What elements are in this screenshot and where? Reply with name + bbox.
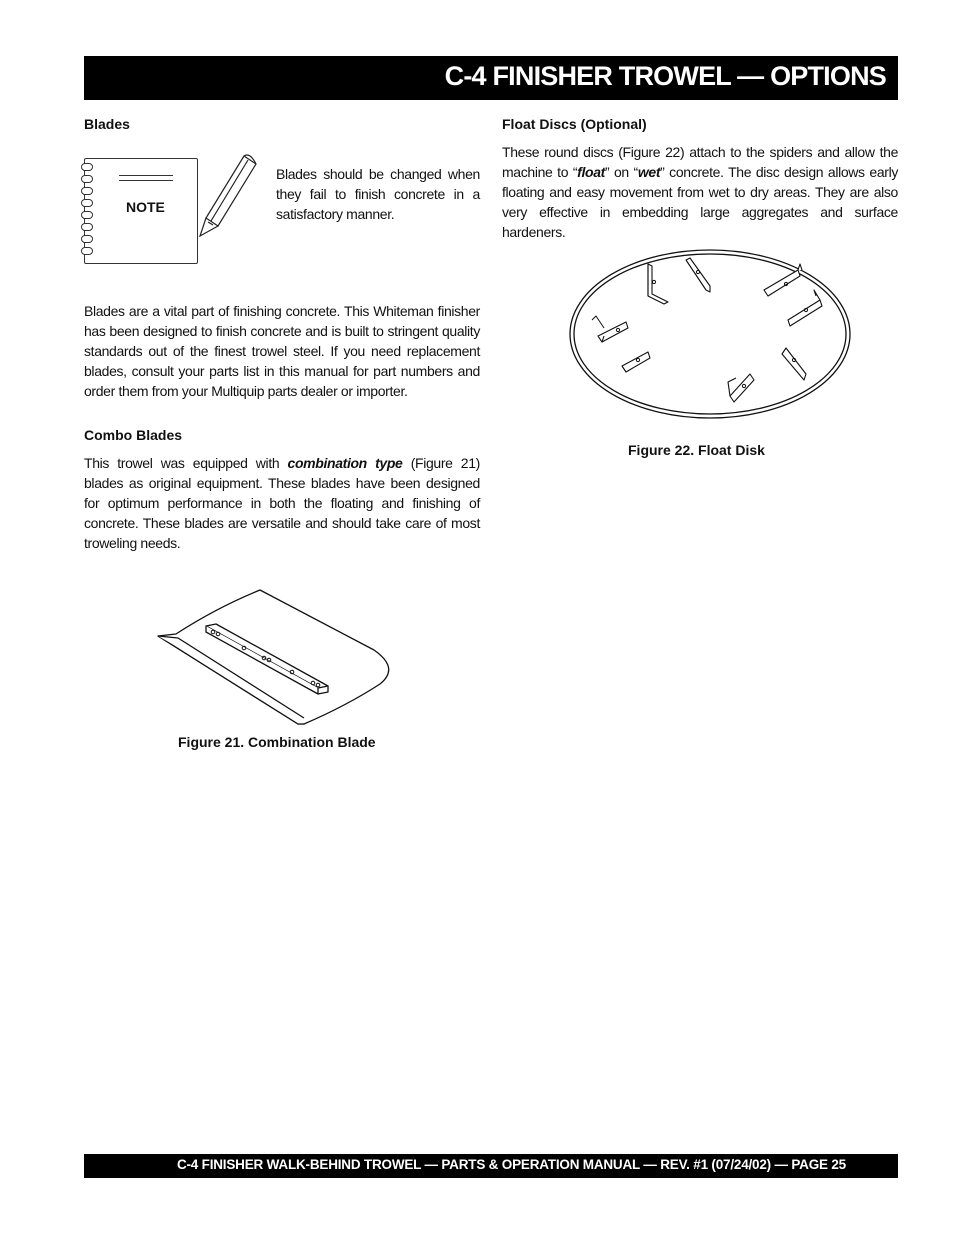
spiral-ring [81, 187, 93, 195]
note-label: NOTE [126, 199, 165, 215]
spiral-ring [81, 223, 93, 231]
title-bar [84, 56, 898, 100]
note-text: Blades should be changed when they fail to finish concrete in a satisfactory manner. [276, 166, 480, 222]
page-title: C-4 FINISHER TROWEL — OPTIONS [444, 61, 886, 91]
float-text-emphasis-1: float [577, 164, 605, 180]
figure22-caption: Figure 22. Float Disk [628, 442, 765, 458]
pencil-icon [198, 152, 264, 238]
note-rule [119, 175, 173, 176]
footer-bar [84, 1154, 898, 1178]
combination-blade-illustration [156, 588, 396, 728]
spiral-ring [81, 247, 93, 255]
spiral-ring [81, 211, 93, 219]
float-text-1: These round discs (Figure 22) attach to the spiders and allow the machine to “ [502, 144, 898, 180]
spiral-ring [81, 235, 93, 243]
footer-text: C-4 FINISHER WALK-BEHIND TROWEL — PARTS & OPERATION MANUAL — REV. #1 (07/24/02) — PAGE 25 [176, 1157, 846, 1172]
float-text-3: ” concrete. The disc design allows early floating and easy movement from wet to dry areas. They are also very effective in embedding large aggregates and surface hardeners. [502, 164, 898, 240]
float-disk-illustration [568, 248, 852, 424]
note-notebook-icon [84, 158, 198, 264]
spiral-ring [81, 163, 93, 171]
figure21-caption: Figure 21. Combination Blade [178, 734, 376, 750]
spiral-ring [81, 175, 93, 183]
float-text-emphasis-2: wet [637, 164, 661, 180]
blades-paragraph: Blades are a vital part of finishing concrete. This Whiteman finisher has been designed to finish concrete and is built to stringent quality standards out of the finest trowel steel. If you need replacement blades, consult your parts list in this manual for part numbers and order them from your Multiquip parts dealer or importer. [84, 303, 480, 399]
float-discs-paragraph [502, 142, 898, 242]
float-text-2: ” on “ [604, 164, 638, 180]
combo-text-start: This trowel was equipped with [84, 455, 288, 471]
float-discs-heading: Float Discs (Optional) [502, 116, 647, 132]
combo-text-end: (Figure 21) blades as original equipment. These blades have been designed for optimum performance in both the floating and finishing of concrete. These blades are versatile and should take care of most troweling needs. [84, 455, 480, 551]
combo-blades-heading: Combo Blades [84, 427, 183, 443]
blades-heading: Blades [84, 116, 130, 132]
spiral-ring [81, 199, 93, 207]
note-rule [119, 180, 173, 181]
combo-text-emphasis: combination type [287, 455, 403, 471]
combo-blades-paragraph [84, 453, 480, 553]
